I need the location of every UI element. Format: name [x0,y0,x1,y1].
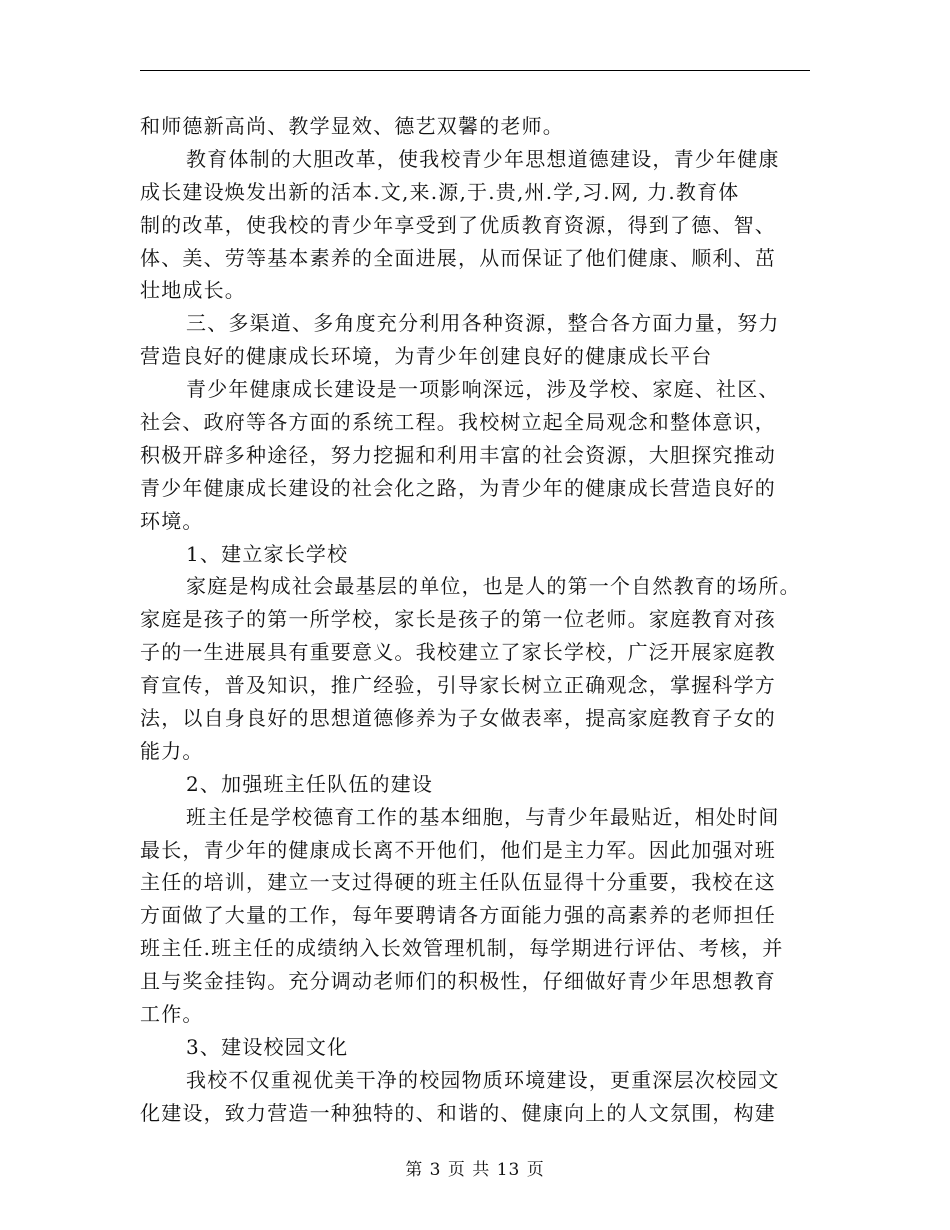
text-line: 制的改革，使我校的青少年享受到了优质教育资源，得到了德、智、 [140,212,776,237]
text-line: 班主任.班主任的成绩纳入长效管理机制，每学期进行评估、考核，并 [140,936,784,961]
text-line: 2、加强班主任队伍的建设 [186,771,434,796]
text-line: 体、美、劳等基本素养的全面进展，从而保证了他们健康、顺利、茁 [140,245,776,270]
text-line: 青少年健康成长建设的社会化之路，为青少年的健康成长营造良好的 [140,475,776,500]
text-line: 班主任是学校德育工作的基本细胞，与青少年最贴近，相处时间 [186,804,780,829]
text-line: 家庭是孩子的第一所学校，家长是孩子的第一位老师。家庭教育对孩 [140,607,776,632]
text-line: 最长，青少年的健康成长离不开他们，他们是主力军。因此加强对班 [140,837,776,862]
text-line: 化建设，致力营造一种独特的、和谐的、健康向上的人文氛围，构建 [140,1100,776,1125]
text-line: 三、多渠道、多角度充分利用各种资源，整合各方面力量，努力 [186,311,780,336]
header-rule [140,70,810,71]
text-line: 成长建设焕发出新的活本.文,来.源,于.贵,州.学,习.网, 力.教育体 [140,179,740,204]
text-line: 教育体制的大胆改革，使我校青少年思想道德建设，青少年健康 [186,146,780,171]
text-line: 法，以自身良好的思想道德修养为子女做表率，提高家庭教育子女的 [140,706,776,731]
text-line: 积极开辟多种途径，努力挖掘和利用丰富的社会资源，大胆探究推动 [140,442,776,467]
text-line: 我校不仅重视优美干净的校园物质环境建设，更重深层次校园文 [186,1067,780,1092]
text-line: 能力。 [140,738,204,763]
text-line: 壮地成长。 [140,278,246,303]
document-body [140,110,810,1130]
text-line: 子的一生进展具有重要意义。我校建立了家长学校，广泛开展家庭教 [140,640,776,665]
text-line: 1、建立家长学校 [186,541,349,566]
text-line: 3、建设校园文化 [186,1034,349,1059]
page-footer: 第 3 页 共 13 页 [405,1160,545,1180]
text-line: 且与奖金挂钩。充分调动老师们的积极性，仔细做好青少年思想教育 [140,969,776,994]
text-line: 社会、政府等各方面的系统工程。我校树立起全局观念和整体意识， [140,410,776,435]
text-line: 环境。 [140,508,204,533]
text-line: 主任的培训，建立一支过得硬的班主任队伍显得十分重要，我校在这 [140,870,776,895]
text-line: 营造良好的健康成长环境，为青少年创建良好的健康成长平台 [140,344,713,369]
text-line: 和师德新高尚、教学显效、德艺双馨的老师。 [140,114,564,138]
text-line: 工作。 [140,1002,204,1027]
text-line: 青少年健康成长建设是一项影响深远，涉及学校、家庭、社区、 [186,377,780,402]
text-line: 方面做了大量的工作，每年要聘请各方面能力强的高素养的老师担任 [140,903,776,928]
text-line: 育宣传，普及知识，推广经验，引导家长树立正确观念，掌握科学方 [140,673,776,698]
text-line: 家庭是构成社会最基层的单位，也是人的第一个自然教育的场所。 [186,574,801,599]
